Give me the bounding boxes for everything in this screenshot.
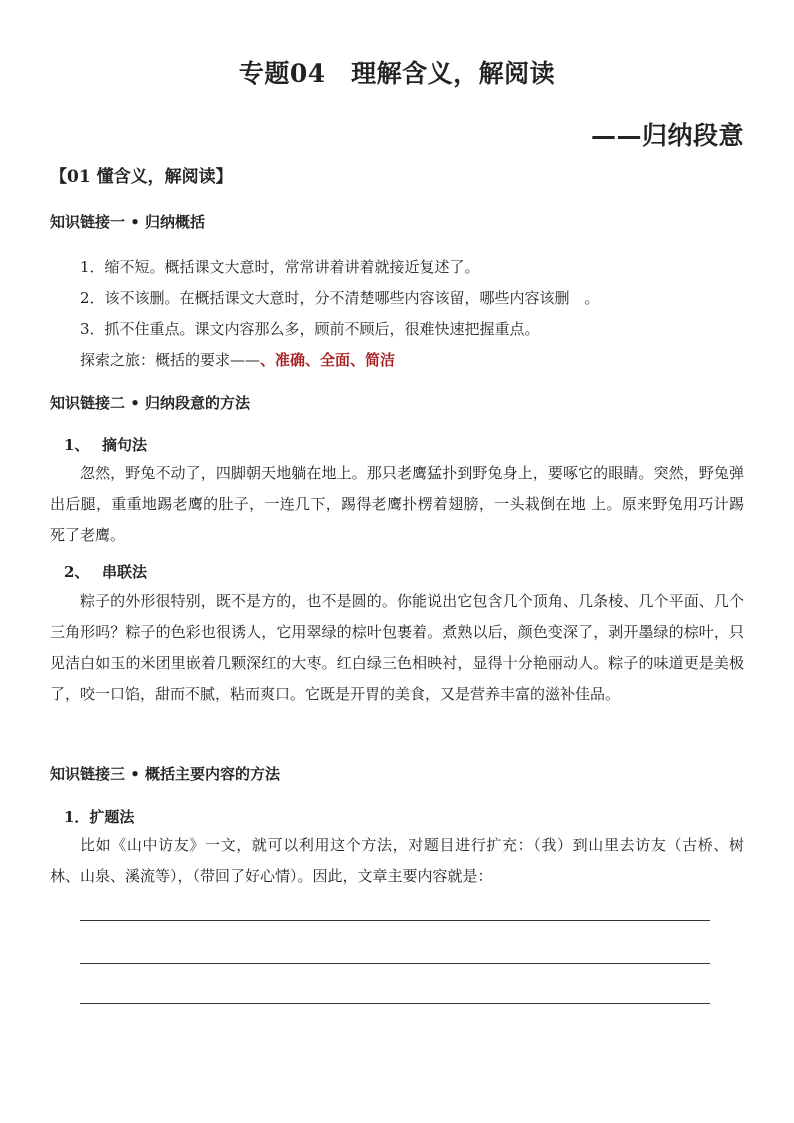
method-2-heading — [64, 561, 147, 582]
link2-heading: 知识链接二 • 归纳段意的方法 — [50, 394, 251, 412]
answer-line-2[interactable] — [80, 963, 710, 964]
link3-paragraph: 比如《山中访友》一文，就可以利用这个方法，对题目进行扩充：（我）到山里去访友（古桥、树林、山泉、溪流等），（带回了好心情）。因此，文章主要内容就是： — [50, 836, 744, 885]
page-subtitle: ——归纳段意 — [590, 121, 744, 150]
page-title: 专题04 理解含义，解阅读 — [238, 59, 556, 88]
answer-line-1[interactable] — [80, 920, 710, 921]
section-heading: 【01 懂含义，解阅读】 — [50, 167, 233, 187]
method-2-paragraph: 粽子的外形很特别，既不是方的，也不是圆的。你能说出它包含几个顶角、几条棱、几个平面、几个三角形吗？粽子的色彩也很诱人，它用翠绿的棕叶包裹着。煮熟以后，颜色变深了，剥开墨绿的棕叶，只见洁白如玉的米团里嵌着几颗深红的大枣。红白绿三色相映衬，显得十分艳丽动人。粽子的味道更是美极了，咬一口馅，甜而不腻，粘而爽口。它既是开胃的美食，又是营养丰富的滋补佳品。 — [50, 592, 744, 703]
link1-item-3: 3．抓不住重点。课文内容那么多，顾前不顾后，很难快速把握重点。 — [80, 320, 540, 338]
explore-prefix: 探索之旅：概括的要求—— — [80, 351, 261, 369]
method-expand-heading: 1．扩题法 — [64, 808, 135, 826]
link1-item-2: 2．该不该删。在概括课文大意时，分不清楚哪些内容该留，哪些内容该删 。 — [80, 289, 600, 307]
method-1-number: 1、 — [64, 436, 90, 454]
method-2-name: 串联法 — [102, 563, 148, 581]
link1-heading: 知识链接一 • 归纳概括 — [50, 213, 206, 231]
link1-item-1: 1．缩不短。概括课文大意时，常常讲着讲着就接近复述了。 — [80, 258, 480, 276]
link3-heading: 知识链接三 • 概括主要内容的方法 — [50, 765, 281, 783]
answer-line-3[interactable] — [80, 1003, 710, 1004]
method-1-heading — [64, 434, 147, 455]
method-1-name: 摘句法 — [102, 436, 148, 454]
explore-keywords: 、准确、全面、简洁 — [260, 351, 396, 369]
method-2-number: 2、 — [64, 563, 90, 581]
explore-line — [80, 349, 395, 370]
method-1-paragraph: 忽然，野兔不动了，四脚朝天地躺在地上。那只老鹰猛扑到野兔身上，要啄它的眼睛。突然，野兔弹出后腿，重重地踢老鹰的肚子，一连几下，踢得老鹰扑楞着翅膀，一头栽倒在地 上。原来野兔用巧计踢死了老鹰。 — [50, 464, 744, 544]
